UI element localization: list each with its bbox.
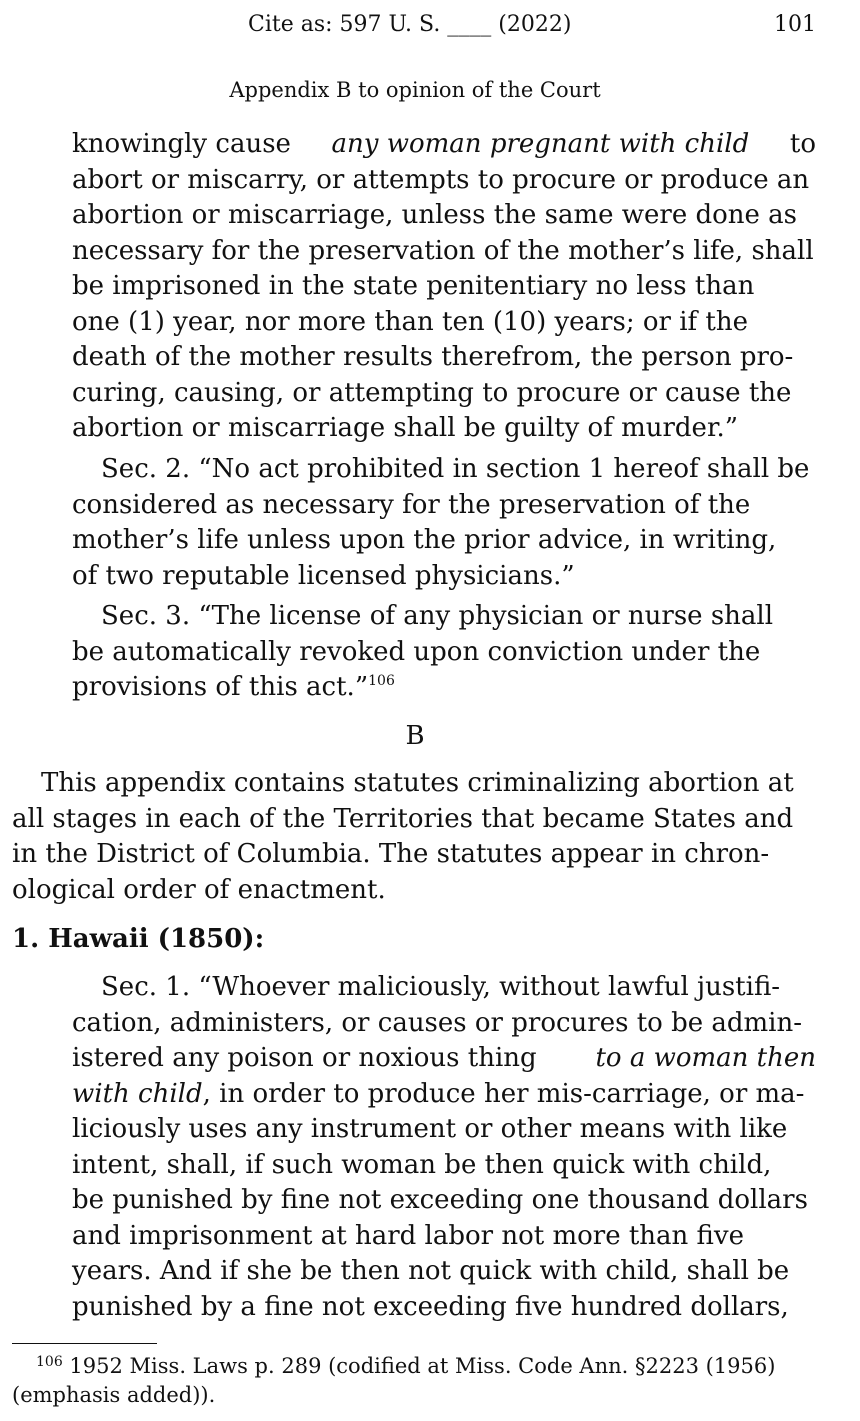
text-line: one (1) year, nor more than ten (10) years; or if the [72, 306, 748, 337]
footnote-line: $^{106}$ 1952 Miss. Laws p. 289 (codified at Miss. Code Ann. §2223 (1956) [36, 1354, 776, 1378]
footnote-number: 106 [36, 1354, 63, 1370]
text-line: curing, causing, or attempting to procure or cause the [72, 377, 792, 408]
text-line: abort or miscarry, or attempts to procure or produce an [72, 164, 810, 195]
statute-paragraph-continued [72, 127, 816, 447]
text-line: mother’s life unless upon the prior advice, in writing, [72, 525, 777, 555]
text-line: liciously uses any instrument or other means with like [72, 1114, 788, 1144]
text-line: all stages in each of the Territories that became States and [12, 803, 794, 834]
hawaii-statute [72, 970, 816, 1325]
text-line: years. And if she be then not quick with child, shall be [72, 1256, 790, 1286]
hawaii-heading: 1. Hawaii (1850): [12, 924, 265, 954]
text-line: cation, administers, or causes or procures to be admin- [72, 1007, 803, 1038]
text-line: abortion or miscarriage shall be guilty of murder.” [72, 413, 739, 443]
text-line: Sec. 2. “No act prohibited in section 1 hereof shall be [101, 454, 810, 484]
text-line: knowingly cause any woman pregnant with child to [72, 127, 816, 163]
text-line: be automatically revoked upon conviction under the [72, 636, 761, 667]
text-line: considered as necessary for the preservation of the [72, 489, 751, 520]
footnote-reference[interactable]: 106 [368, 673, 395, 689]
intro-paragraph [12, 766, 816, 908]
text-line: and imprisonment at hard labor not more than five [72, 1220, 744, 1251]
text-line: death of the mother results therefrom, the person pro- [72, 342, 794, 372]
text-line: intent, shall, if such woman be then quick with child, [72, 1149, 772, 1180]
footnote-line: (emphasis added)). [12, 1383, 216, 1407]
appendix-label: Appendix B to opinion of the Court [229, 78, 601, 102]
emphasis-text: to a woman then [595, 1043, 816, 1073]
text-line: abortion or miscarriage, unless the same were done as [72, 200, 798, 230]
footnote [12, 1352, 816, 1410]
page-number: 101 [774, 12, 816, 37]
section-heading-b: B [405, 721, 425, 751]
text-line: be imprisoned in the state penitentiary no less than [72, 271, 755, 301]
running-header [0, 12, 860, 42]
text-line: punished by a fine not exceeding five hundred dollars, [72, 1291, 789, 1322]
emphasis-text: with child [72, 1078, 203, 1109]
emphasis-text: any woman pregnant with child [331, 129, 750, 159]
text-line: istered any poison or noxious thing to a woman then [72, 1041, 816, 1077]
text-line: of two reputable licensed physicians.” [72, 560, 575, 591]
text-line: Sec. 1. “Whoever maliciously, without lawful justifi- [101, 972, 781, 1002]
text-line: with child, in order to produce her mis-carriage, or ma- [72, 1078, 805, 1109]
text-line: This appendix contains statutes criminalizing abortion at [41, 768, 794, 798]
statute-section-3 [72, 599, 816, 706]
citation-header: Cite as: 597 U. S. ____ (2022) [248, 12, 572, 37]
text-line: Sec. 3. “The license of any physician or nurse shall [101, 601, 774, 631]
footnote-divider [12, 1343, 157, 1344]
text-line: in the District of Columbia. The statutes appear in chron- [12, 839, 770, 869]
text-line: be punished by fine not exceeding one thousand dollars [72, 1185, 808, 1215]
text-line: provisions of this act.”$^{106}$ [72, 672, 395, 702]
statute-section-2 [72, 452, 816, 594]
text-line: necessary for the preservation of the mother’s life, shall [72, 235, 814, 266]
text-line: ological order of enactment. [12, 874, 386, 905]
